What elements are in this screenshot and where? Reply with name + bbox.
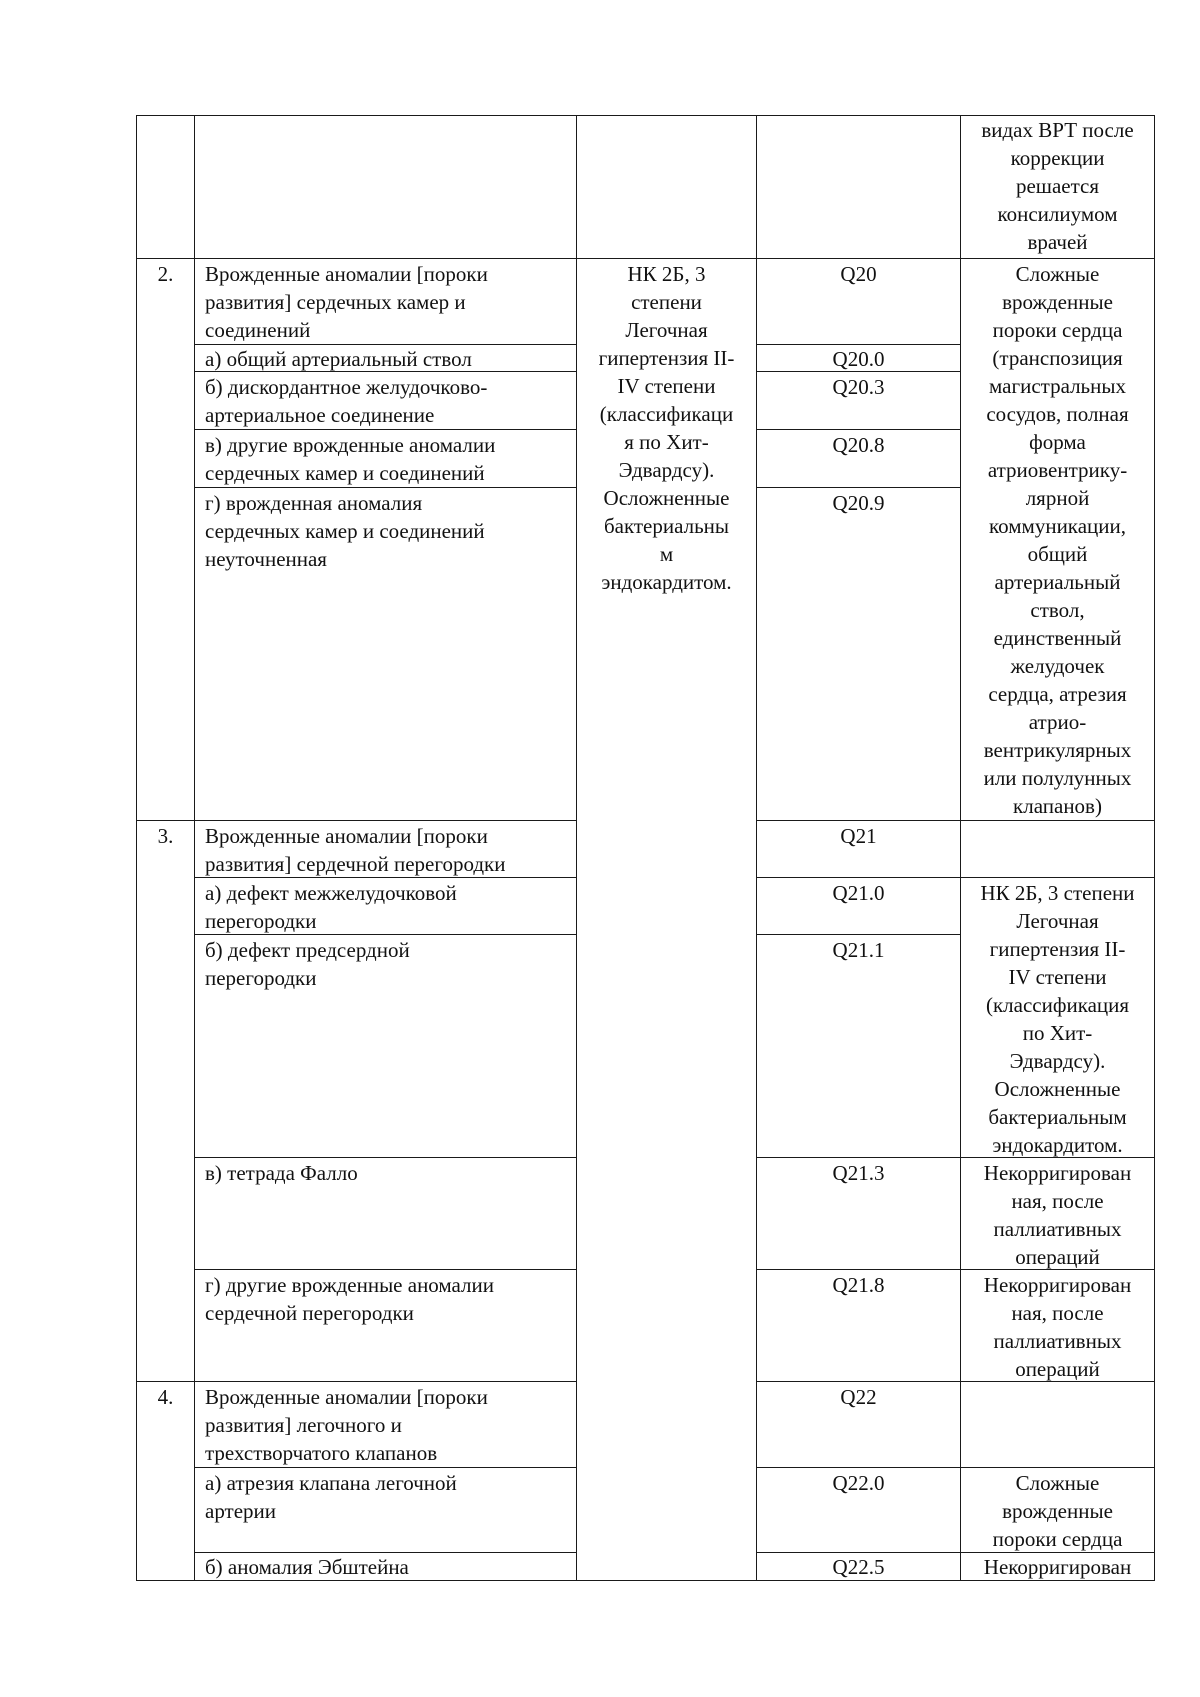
row2-condition: НК 2Б, 3 степени Легочная гипертензия II- IV степени (классификаци я по Хит- Эдвардсу). Осложненные бактериальны м эндокардитом. [598,262,735,594]
row3-subitem-b: б) дефект предсердной перегородки [205,938,410,990]
row3-subitem-b-code: Q21.1 [832,938,885,962]
row2-subitem-c-code: Q20.8 [832,433,885,457]
row3-subitem-c-note: Некорригирован ная, после паллиативных операций [983,1161,1132,1269]
row3-subitem-a: а) дефект межжелудочковой перегородки [205,881,457,933]
row4-number: 4. [157,1385,174,1409]
row4-title: Врожденные аномалии [пороки развития] легочного и трехстворчатого клапанов [205,1385,488,1465]
row4-subitem-b: б) аномалия Эбштейна [205,1555,409,1579]
row2-subitem-b-code: Q20.3 [832,375,885,399]
row4-subitem-b-note: Некорригирован [983,1555,1132,1579]
row4-subitem-a-note: Сложные врожденные пороки сердца [992,1471,1123,1551]
row3-title: Врожденные аномалии [пороки развития] сердечной перегородки [205,824,506,876]
row2-note: Сложные врожденные пороки сердца (транспозиция магистральных сосудов, полная форма атриовентрику- лярной коммуникации, общий артериальный ствол, единственный желудочек сердца, атрезия атрио- вентрикулярных или полулунных клапанов) [983,262,1132,818]
row2-subitem-d-code: Q20.9 [832,491,885,515]
row2-title: Врожденные аномалии [пороки развития] сердечных камер и соединений [205,262,488,342]
row2-subitem-a-code: Q20.0 [832,347,885,371]
row2-subitem-d: г) врожденная аномалия сердечных камер и соединений неуточненная [205,491,485,571]
row3-subitem-d: г) другие врожденные аномалии сердечной перегородки [205,1273,495,1325]
row4-subitem-a-code: Q22.0 [832,1471,885,1495]
row3-subitem-a-code: Q21.0 [832,881,885,905]
row2-subitem-b: б) дискордантное желудочково- артериальное соединение [205,375,488,427]
row4-code: Q22 [840,1385,877,1409]
row2-subitem-a: а) общий артериальный ствол [205,347,472,371]
row2-code: Q20 [840,262,877,286]
row3-subitem-d-code: Q21.8 [832,1273,885,1297]
row3-subitem-c: в) тетрада Фалло [205,1161,358,1185]
row4-subitem-b-code: Q22.5 [832,1555,885,1579]
col-border-right [1154,115,1155,1581]
row2-subitem-c: в) другие врожденные аномалии сердечных камер и соединений [205,433,496,485]
row1-note: видах ВРТ после коррекции решается консилиумом врачей [981,118,1134,254]
row3-code: Q21 [840,824,877,848]
row2-number: 2. [157,262,174,286]
col-border-num [194,115,195,1581]
row3-subitem-c-code: Q21.3 [832,1161,885,1185]
row3-subitem-d-note: Некорригирован ная, после паллиативных операций [983,1273,1132,1381]
row4-subitem-a: а) атрезия клапана легочной артерии [205,1471,457,1523]
row3-note-ab: НК 2Б, 3 степени Легочная гипертензия II- IV степени (классификация по Хит- Эдвардсу). Осложненные бактериальным эндокардитом. [980,881,1135,1157]
row3-number: 3. [157,824,174,848]
